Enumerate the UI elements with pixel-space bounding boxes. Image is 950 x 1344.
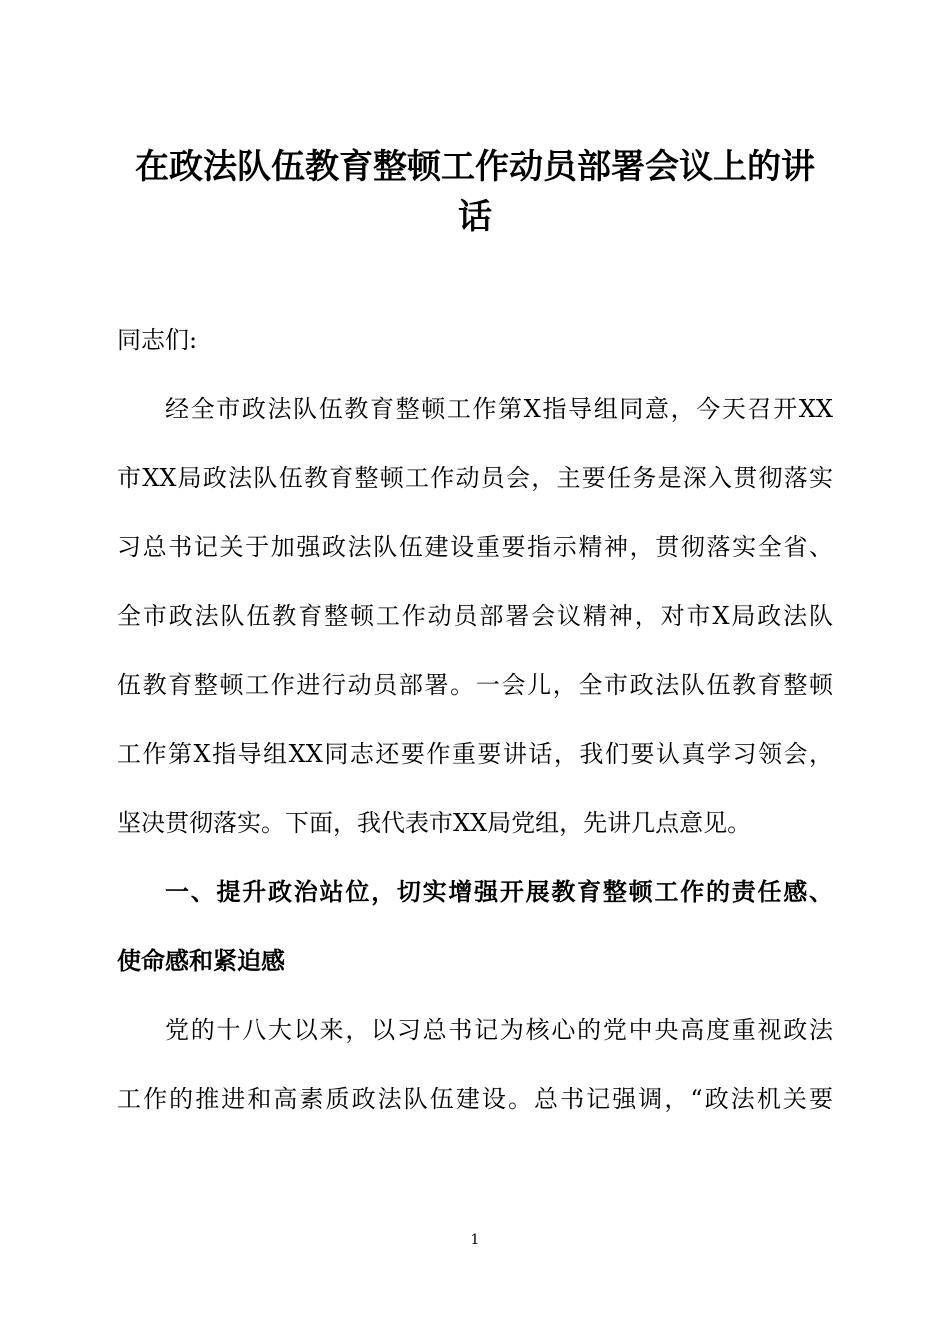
document-title <box>117 142 833 242</box>
paragraph-1-line-5: 伍教育整顿工作进行动员部署。一会儿，全市政法队伍教育整顿 <box>117 671 833 699</box>
salutation: 同志们: <box>117 326 198 354</box>
paragraph-1-line-1: 经全市政法队伍教育整顿工作第X指导组同意，今天召开XX <box>165 395 833 423</box>
title-line-2: 话 <box>458 197 492 237</box>
section-heading-1-line-1: 一、提升政治站位，切实增强开展教育整顿工作的责任感、 <box>165 878 833 906</box>
paragraph-1-line-2: 市XX局政法队伍教育整顿工作动员会，主要任务是深入贯彻落实 <box>117 464 833 492</box>
paragraph-1-line-7: 坚决贯彻落实。下面，我代表市XX局党组，先讲几点意见。 <box>117 809 752 837</box>
page-number: 1 <box>470 1232 480 1248</box>
paragraph-1-line-6: 工作第X指导组XX同志还要作重要讲话，我们要认真学习领会， <box>117 740 833 768</box>
paragraph-1-line-4: 全市政法队伍教育整顿工作动员部署会议精神，对市X局政法队 <box>117 602 833 630</box>
paragraph-2-line-1: 党的十八大以来，以习总书记为核心的党中央高度重视政法 <box>165 1016 833 1044</box>
section-heading-1-line-2: 使命感和紧迫感 <box>117 947 285 975</box>
paragraph-2-line-2: 工作的推进和高素质政法队伍建设。总书记强调，“政法机关要 <box>117 1085 833 1113</box>
paragraph-1-line-3: 习总书记关于加强政法队伍建设重要指示精神，贯彻落实全省、 <box>117 533 833 561</box>
title-line-1: 在政法队伍教育整顿工作动员部署会议上的讲 <box>135 147 815 187</box>
